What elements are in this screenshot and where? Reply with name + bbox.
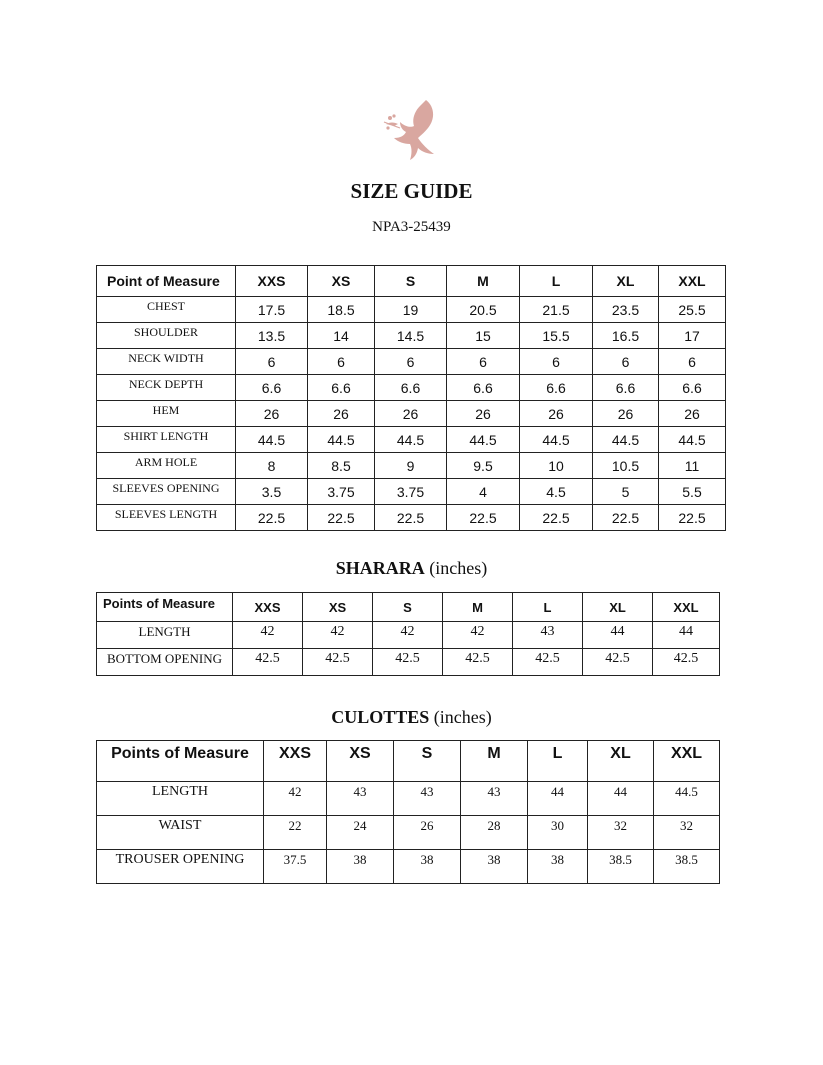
table-cell: 44: [583, 622, 653, 649]
table-cell: 44.5: [654, 782, 720, 816]
table-cell: 42.5: [513, 649, 583, 676]
table-cell: 25.5: [659, 297, 726, 323]
column-header: S: [373, 593, 443, 622]
table-cell: 6.6: [593, 375, 659, 401]
table-cell: 6: [447, 349, 520, 375]
column-header: Points of Measure: [97, 741, 264, 782]
row-label: SHOULDER: [97, 323, 236, 349]
column-header: XS: [327, 741, 394, 782]
table-cell: 26: [447, 401, 520, 427]
sharara-heading: [0, 558, 823, 579]
table-cell: 13.5: [236, 323, 308, 349]
table-cell: 26: [593, 401, 659, 427]
table-row: [97, 850, 720, 884]
table-cell: 42.5: [583, 649, 653, 676]
product-code: NPA3-25439: [372, 219, 451, 235]
table-cell: 44: [653, 622, 720, 649]
row-label: TROUSER OPENING: [97, 850, 264, 884]
table-cell: 6.6: [375, 375, 447, 401]
table-row: [97, 297, 726, 323]
size-table: [96, 265, 726, 531]
table-cell: 22.5: [236, 505, 308, 531]
table-cell: 26: [394, 816, 461, 850]
table-cell: 22: [264, 816, 327, 850]
table-cell: 28: [461, 816, 528, 850]
culottes-title: CULOTTES: [331, 707, 430, 727]
row-label: SLEEVES LENGTH: [97, 505, 236, 531]
table-cell: 42: [443, 622, 513, 649]
row-label: LENGTH: [97, 622, 233, 649]
table-cell: 42: [373, 622, 443, 649]
table-cell: 44.5: [520, 427, 593, 453]
table-cell: 24: [327, 816, 394, 850]
table-cell: 18.5: [308, 297, 375, 323]
column-header: M: [447, 266, 520, 297]
column-header: M: [461, 741, 528, 782]
table-cell: 22.5: [308, 505, 375, 531]
column-header: XXL: [659, 266, 726, 297]
table-cell: 6.6: [236, 375, 308, 401]
column-header: Point of Measure: [97, 266, 236, 297]
table-cell: 38.5: [654, 850, 720, 884]
table-cell: 44.5: [375, 427, 447, 453]
culottes-unit: (inches): [433, 707, 492, 727]
column-header: M: [443, 593, 513, 622]
table-row: [97, 453, 726, 479]
table-cell: 6: [659, 349, 726, 375]
sharara-table: [96, 592, 720, 676]
table-cell: 22.5: [375, 505, 447, 531]
table-cell: 22.5: [593, 505, 659, 531]
table-row: [97, 649, 720, 676]
table-cell: 26: [520, 401, 593, 427]
table-cell: 3.75: [375, 479, 447, 505]
table-cell: 26: [375, 401, 447, 427]
table-cell: 44.5: [236, 427, 308, 453]
table-cell: 26: [236, 401, 308, 427]
table-cell: 6: [593, 349, 659, 375]
table-cell: 32: [654, 816, 720, 850]
table-cell: 6.6: [520, 375, 593, 401]
table-cell: 42.5: [233, 649, 303, 676]
table-cell: 3.75: [308, 479, 375, 505]
table-header-row: [97, 741, 720, 782]
table-cell: 14: [308, 323, 375, 349]
column-header: L: [528, 741, 588, 782]
table-cell: 9: [375, 453, 447, 479]
table-cell: 26: [659, 401, 726, 427]
table-cell: 17: [659, 323, 726, 349]
table-cell: 8.5: [308, 453, 375, 479]
table-cell: 6.6: [659, 375, 726, 401]
table-row: [97, 349, 726, 375]
table-cell: 4: [447, 479, 520, 505]
table-cell: 8: [236, 453, 308, 479]
table-cell: 30: [528, 816, 588, 850]
table-cell: 44.5: [447, 427, 520, 453]
table-cell: 15.5: [520, 323, 593, 349]
column-header: XXS: [233, 593, 303, 622]
table-row: [97, 622, 720, 649]
sharara-title: SHARARA: [335, 558, 425, 578]
table-row: [97, 782, 720, 816]
row-label: SLEEVES OPENING: [97, 479, 236, 505]
table-cell: 44.5: [593, 427, 659, 453]
row-label: CHEST: [97, 297, 236, 323]
table-cell: 6.6: [447, 375, 520, 401]
column-header: XL: [583, 593, 653, 622]
table-cell: 42.5: [443, 649, 513, 676]
table-cell: 22.5: [447, 505, 520, 531]
table-cell: 37.5: [264, 850, 327, 884]
table-cell: 26: [308, 401, 375, 427]
table-cell: 21.5: [520, 297, 593, 323]
table-cell: 22.5: [520, 505, 593, 531]
culottes-heading: [0, 707, 823, 728]
column-header: XS: [308, 266, 375, 297]
table-row: [97, 479, 726, 505]
table-cell: 23.5: [593, 297, 659, 323]
table-cell: 42.5: [303, 649, 373, 676]
column-header: XS: [303, 593, 373, 622]
column-header: XL: [588, 741, 654, 782]
table-cell: 43: [461, 782, 528, 816]
table-cell: 9.5: [447, 453, 520, 479]
column-header: S: [375, 266, 447, 297]
table-cell: 38.5: [588, 850, 654, 884]
table-header-row: [97, 266, 726, 297]
row-label: NECK DEPTH: [97, 375, 236, 401]
table-cell: 19: [375, 297, 447, 323]
table-cell: 5.5: [659, 479, 726, 505]
table-row: [97, 375, 726, 401]
table-cell: 43: [327, 782, 394, 816]
table-cell: 6: [520, 349, 593, 375]
table-cell: 38: [327, 850, 394, 884]
table-cell: 32: [588, 816, 654, 850]
table-cell: 11: [659, 453, 726, 479]
table-cell: 6: [308, 349, 375, 375]
table-cell: 14.5: [375, 323, 447, 349]
row-label: SHIRT LENGTH: [97, 427, 236, 453]
row-label: HEM: [97, 401, 236, 427]
table-cell: 38: [528, 850, 588, 884]
table-row: [97, 401, 726, 427]
column-header: XXL: [653, 593, 720, 622]
table-cell: 44: [588, 782, 654, 816]
table-cell: 16.5: [593, 323, 659, 349]
table-cell: 43: [513, 622, 583, 649]
column-header: L: [520, 266, 593, 297]
table-cell: 4.5: [520, 479, 593, 505]
table-cell: 6.6: [308, 375, 375, 401]
table-cell: 43: [394, 782, 461, 816]
column-header: XXS: [236, 266, 308, 297]
table-row: [97, 816, 720, 850]
column-header: XXS: [264, 741, 327, 782]
row-label: BOTTOM OPENING: [97, 649, 233, 676]
table-cell: 42: [303, 622, 373, 649]
row-label: NECK WIDTH: [97, 349, 236, 375]
table-cell: 22.5: [659, 505, 726, 531]
table-cell: 15: [447, 323, 520, 349]
row-label: WAIST: [97, 816, 264, 850]
table-cell: 6: [375, 349, 447, 375]
table-row: [97, 427, 726, 453]
table-cell: 5: [593, 479, 659, 505]
table-cell: 44: [528, 782, 588, 816]
table-cell: 44.5: [659, 427, 726, 453]
sharara-unit: (inches): [429, 558, 488, 578]
page-title: SIZE GUIDE: [350, 179, 473, 203]
column-header: L: [513, 593, 583, 622]
table-cell: 38: [461, 850, 528, 884]
dove-icon: [382, 96, 442, 162]
table-cell: 10.5: [593, 453, 659, 479]
table-row: [97, 323, 726, 349]
table-row: [97, 505, 726, 531]
table-cell: 20.5: [447, 297, 520, 323]
table-cell: 10: [520, 453, 593, 479]
column-header: XL: [593, 266, 659, 297]
table-cell: 44.5: [308, 427, 375, 453]
table-cell: 42.5: [653, 649, 720, 676]
table-cell: 38: [394, 850, 461, 884]
table-cell: 42.5: [373, 649, 443, 676]
column-header: Points of Measure: [97, 593, 233, 622]
culottes-table: [96, 740, 720, 884]
table-cell: 42: [264, 782, 327, 816]
table-header-row: [97, 593, 720, 622]
table-cell: 6: [236, 349, 308, 375]
column-header: S: [394, 741, 461, 782]
row-label: LENGTH: [97, 782, 264, 816]
row-label: ARM HOLE: [97, 453, 236, 479]
table-cell: 3.5: [236, 479, 308, 505]
table-cell: 17.5: [236, 297, 308, 323]
column-header: XXL: [654, 741, 720, 782]
table-cell: 42: [233, 622, 303, 649]
